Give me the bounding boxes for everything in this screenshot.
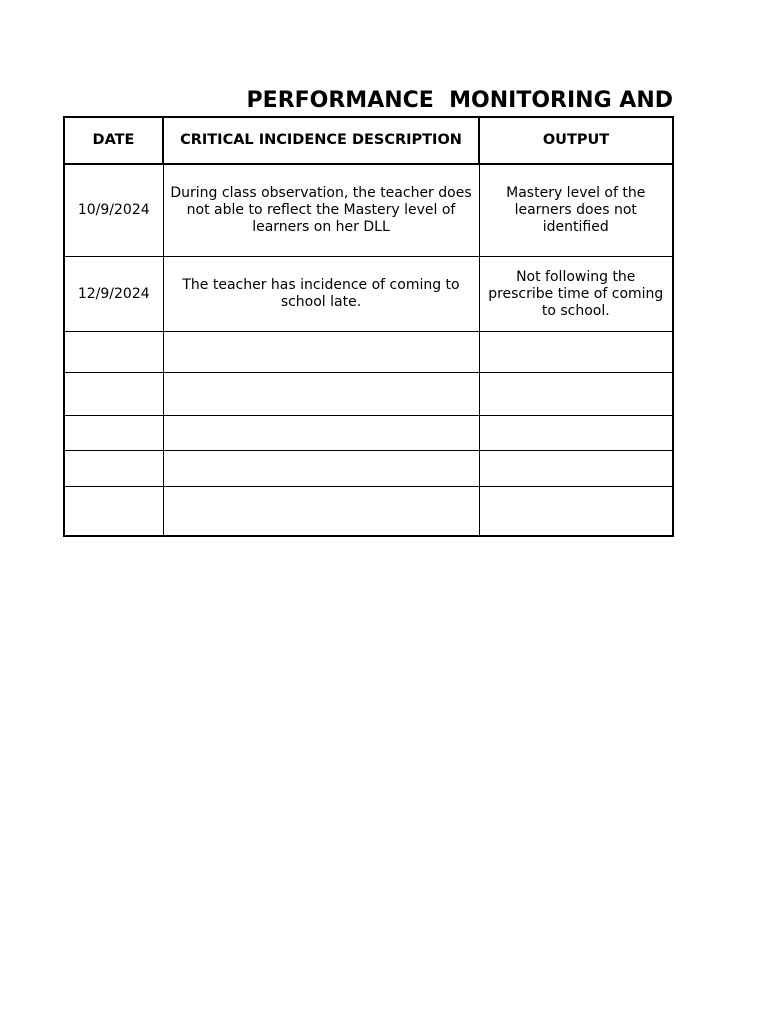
description-cell: [163, 332, 479, 373]
table-row: [64, 487, 673, 537]
table-row: [64, 373, 673, 416]
output-cell: [479, 373, 673, 416]
date-cell: [64, 487, 163, 537]
column-header-output: OUTPUT: [479, 117, 673, 164]
output-cell: [479, 487, 673, 537]
table-header-row: [64, 117, 673, 164]
date-cell: [64, 451, 163, 487]
table-row: [64, 416, 673, 451]
table-row: [64, 451, 673, 487]
description-cell: [163, 416, 479, 451]
date-cell: [64, 332, 163, 373]
output-cell: [479, 451, 673, 487]
output-cell: [479, 332, 673, 373]
description-cell: During class observation, the teacher does not able to reflect the Mastery level of learners on her DLL: [163, 164, 479, 257]
description-cell: [163, 451, 479, 487]
column-header-critical-incidence-description: CRITICAL INCIDENCE DESCRIPTION: [163, 117, 479, 164]
table-row: [64, 257, 673, 332]
date-cell: [64, 373, 163, 416]
output-cell: [479, 416, 673, 451]
output-cell: Not following the prescribe time of coming to school.: [479, 257, 673, 332]
description-cell: The teacher has incidence of coming to school late.: [163, 257, 479, 332]
performance-monitoring-table: [63, 116, 674, 537]
date-cell: 12/9/2024: [64, 257, 163, 332]
date-cell: [64, 416, 163, 451]
output-cell: Mastery level of the learners does not identified: [479, 164, 673, 257]
date-cell: 10/9/2024: [64, 164, 163, 257]
table-row: [64, 164, 673, 257]
description-cell: [163, 373, 479, 416]
description-cell: [163, 487, 479, 537]
document-title: PERFORMANCE MONITORING AND: [246, 88, 673, 113]
table-row: [64, 332, 673, 373]
column-header-date: DATE: [64, 117, 163, 164]
